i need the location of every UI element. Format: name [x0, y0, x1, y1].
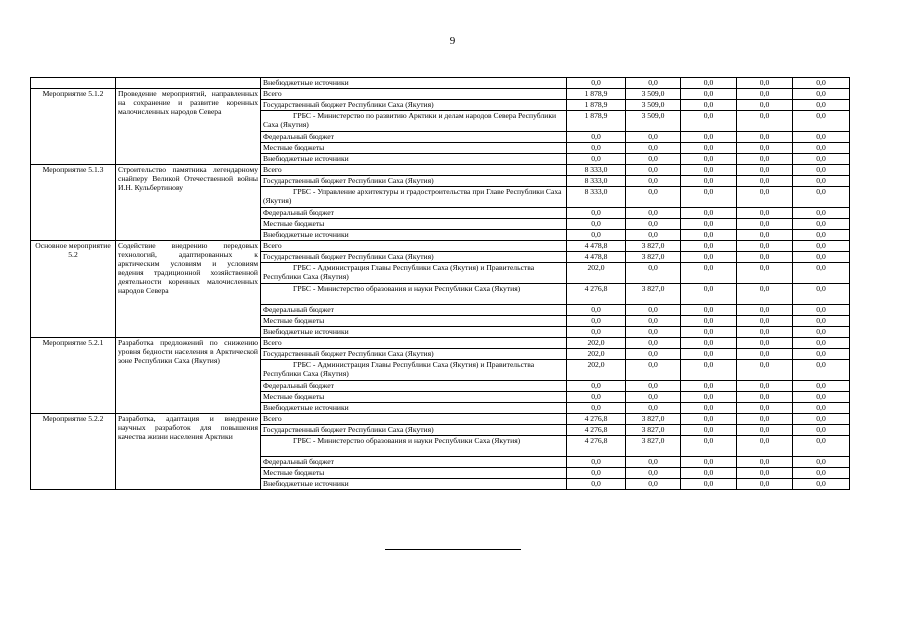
funding-source-cell: Государственный бюджет Республики Саха (Якутия) — [261, 100, 567, 111]
amount-cell: 0,0 — [793, 425, 850, 436]
page-number: 9 — [449, 35, 456, 47]
amount-cell: 0,0 — [737, 414, 793, 425]
amount-cell: 0,0 — [737, 219, 793, 230]
funding-table — [30, 77, 850, 490]
closing-rule — [385, 549, 521, 550]
amount-cell: 0,0 — [626, 230, 681, 241]
amount-cell: 202,0 — [567, 263, 626, 284]
amount-cell: 0,0 — [737, 187, 793, 208]
measure-description-cell: Строительство памятника легендарному снайперу Великой Отечественной войны И.Н. Кульбертинову — [116, 165, 261, 241]
funding-source-cell: ГРБС - Министерство образования и науки Республики Саха (Якутия) — [261, 436, 567, 457]
amount-cell: 0,0 — [681, 327, 737, 338]
measure-description-cell: Проведение мероприятий, направленных на сохранение и развитие коренных малочисленных народов Севера — [116, 89, 261, 165]
amount-cell: 0,0 — [681, 349, 737, 360]
measure-name-cell: Мероприятие 5.2.1 — [31, 338, 116, 414]
amount-cell: 0,0 — [737, 457, 793, 468]
amount-cell: 0,0 — [681, 78, 737, 89]
amount-cell: 0,0 — [681, 187, 737, 208]
amount-cell: 4 276,8 — [567, 284, 626, 305]
measure-name-cell: Основное мероприятие 5.2 — [31, 241, 116, 338]
amount-cell: 0,0 — [793, 154, 850, 165]
amount-cell: 0,0 — [793, 230, 850, 241]
funding-source-cell: Всего — [261, 414, 567, 425]
table-row — [31, 165, 850, 176]
amount-cell: 0,0 — [737, 230, 793, 241]
amount-cell: 0,0 — [626, 479, 681, 490]
amount-cell: 0,0 — [737, 403, 793, 414]
amount-cell: 0,0 — [567, 305, 626, 316]
amount-cell: 0,0 — [681, 468, 737, 479]
amount-cell: 0,0 — [681, 132, 737, 143]
measure-description-cell: Разработка предложений по снижению уровня бедности населения в Арктической зоне Республики Саха (Якутия) — [116, 338, 261, 414]
amount-cell: 0,0 — [737, 89, 793, 100]
amount-cell: 0,0 — [793, 187, 850, 208]
amount-cell: 0,0 — [681, 154, 737, 165]
amount-cell: 0,0 — [567, 219, 626, 230]
amount-cell: 0,0 — [626, 143, 681, 154]
amount-cell: 0,0 — [793, 381, 850, 392]
amount-cell: 0,0 — [793, 403, 850, 414]
amount-cell: 0,0 — [626, 187, 681, 208]
amount-cell: 0,0 — [793, 78, 850, 89]
amount-cell: 0,0 — [567, 403, 626, 414]
amount-cell: 0,0 — [793, 479, 850, 490]
amount-cell: 0,0 — [681, 89, 737, 100]
amount-cell: 0,0 — [793, 338, 850, 349]
amount-cell: 0,0 — [681, 436, 737, 457]
amount-cell: 0,0 — [626, 219, 681, 230]
amount-cell: 0,0 — [626, 403, 681, 414]
amount-cell: 0,0 — [626, 176, 681, 187]
amount-cell: 0,0 — [626, 327, 681, 338]
amount-cell: 0,0 — [793, 100, 850, 111]
amount-cell: 0,0 — [793, 316, 850, 327]
amount-cell: 202,0 — [567, 338, 626, 349]
funding-source-cell: Государственный бюджет Республики Саха (Якутия) — [261, 349, 567, 360]
amount-cell: 0,0 — [737, 100, 793, 111]
amount-cell: 0,0 — [567, 392, 626, 403]
amount-cell: 0,0 — [737, 305, 793, 316]
funding-source-cell: Внебюджетные источники — [261, 403, 567, 414]
amount-cell: 0,0 — [737, 241, 793, 252]
amount-cell: 0,0 — [626, 263, 681, 284]
measure-description-cell: Содействие внедрению передовых технологий, адаптированных к арктическим условиям и условиям ведения традиционной хозяйственной деятельности коренных малочисленных народов Севера — [116, 241, 261, 338]
table-row — [31, 89, 850, 100]
funding-source-cell: ГРБС - Министерство по развитию Арктики и делам народов Севера Республики Саха (Якутия) — [261, 111, 567, 132]
amount-cell: 0,0 — [626, 360, 681, 381]
funding-table-body — [31, 78, 850, 490]
amount-cell: 0,0 — [567, 468, 626, 479]
amount-cell: 0,0 — [681, 338, 737, 349]
amount-cell: 3 827,0 — [626, 252, 681, 263]
amount-cell: 0,0 — [737, 338, 793, 349]
amount-cell: 0,0 — [681, 252, 737, 263]
amount-cell: 0,0 — [626, 381, 681, 392]
funding-source-cell: Внебюджетные источники — [261, 327, 567, 338]
amount-cell: 0,0 — [793, 208, 850, 219]
amount-cell: 0,0 — [681, 241, 737, 252]
amount-cell: 0,0 — [737, 208, 793, 219]
amount-cell: 0,0 — [681, 100, 737, 111]
amount-cell: 4 478,8 — [567, 241, 626, 252]
amount-cell: 8 333,0 — [567, 187, 626, 208]
amount-cell: 0,0 — [793, 241, 850, 252]
amount-cell: 0,0 — [793, 468, 850, 479]
amount-cell: 0,0 — [737, 316, 793, 327]
amount-cell: 0,0 — [681, 143, 737, 154]
amount-cell: 1 878,9 — [567, 89, 626, 100]
funding-source-cell: Федеральный бюджет — [261, 208, 567, 219]
amount-cell: 0,0 — [681, 284, 737, 305]
amount-cell: 0,0 — [793, 143, 850, 154]
funding-source-cell: Федеральный бюджет — [261, 132, 567, 143]
amount-cell: 0,0 — [793, 219, 850, 230]
amount-cell: 4 276,8 — [567, 436, 626, 457]
amount-cell: 0,0 — [626, 457, 681, 468]
amount-cell: 0,0 — [567, 132, 626, 143]
amount-cell: 0,0 — [737, 252, 793, 263]
amount-cell: 0,0 — [681, 111, 737, 132]
funding-source-cell: Всего — [261, 165, 567, 176]
amount-cell: 0,0 — [793, 89, 850, 100]
amount-cell: 0,0 — [567, 327, 626, 338]
amount-cell: 202,0 — [567, 360, 626, 381]
amount-cell: 0,0 — [793, 176, 850, 187]
amount-cell: 0,0 — [681, 457, 737, 468]
amount-cell: 0,0 — [793, 252, 850, 263]
amount-cell: 3 827,0 — [626, 414, 681, 425]
amount-cell: 3 509,0 — [626, 100, 681, 111]
measure-description-cell: Разработка, адаптация и внедрение научных разработок для повышения качества жизни населения Арктики — [116, 414, 261, 490]
funding-source-cell: ГРБС - Администрация Главы Республики Саха (Якутия) и Правительства Республики Саха (Якутия) — [261, 360, 567, 381]
amount-cell: 0,0 — [567, 230, 626, 241]
amount-cell: 0,0 — [626, 392, 681, 403]
amount-cell: 1 878,9 — [567, 111, 626, 132]
amount-cell: 0,0 — [681, 360, 737, 381]
amount-cell: 0,0 — [567, 143, 626, 154]
amount-cell: 0,0 — [737, 349, 793, 360]
amount-cell: 0,0 — [737, 132, 793, 143]
funding-source-cell: Местные бюджеты — [261, 316, 567, 327]
amount-cell: 0,0 — [793, 349, 850, 360]
funding-source-cell: Внебюджетные источники — [261, 230, 567, 241]
amount-cell: 3 509,0 — [626, 89, 681, 100]
amount-cell: 8 333,0 — [567, 176, 626, 187]
amount-cell: 0,0 — [681, 414, 737, 425]
amount-cell: 0,0 — [626, 316, 681, 327]
funding-source-cell: Всего — [261, 338, 567, 349]
measure-name-cell: Мероприятие 5.2.2 — [31, 414, 116, 490]
amount-cell: 0,0 — [793, 360, 850, 381]
amount-cell: 0,0 — [737, 154, 793, 165]
amount-cell: 0,0 — [681, 208, 737, 219]
amount-cell: 0,0 — [681, 381, 737, 392]
funding-source-cell: ГРБС - Администрация Главы Республики Саха (Якутия) и Правительства Республики Саха (Якутия) — [261, 263, 567, 284]
amount-cell: 0,0 — [567, 457, 626, 468]
funding-source-cell: ГРБС - Министерство образования и науки Республики Саха (Якутия) — [261, 284, 567, 305]
amount-cell: 8 333,0 — [567, 165, 626, 176]
amount-cell: 0,0 — [737, 263, 793, 284]
funding-source-cell: Федеральный бюджет — [261, 381, 567, 392]
amount-cell: 0,0 — [681, 230, 737, 241]
amount-cell: 0,0 — [793, 392, 850, 403]
amount-cell: 0,0 — [737, 327, 793, 338]
amount-cell: 0,0 — [626, 208, 681, 219]
amount-cell: 0,0 — [626, 78, 681, 89]
funding-source-cell: Федеральный бюджет — [261, 305, 567, 316]
measure-name-cell: Мероприятие 5.1.3 — [31, 165, 116, 241]
funding-source-cell: ГРБС - Управление архитектуры и градостроительства при Главе Республики Саха (Якутия) — [261, 187, 567, 208]
measure-description-cell — [116, 78, 261, 89]
amount-cell: 0,0 — [793, 436, 850, 457]
funding-source-cell: Местные бюджеты — [261, 468, 567, 479]
amount-cell: 3 827,0 — [626, 284, 681, 305]
amount-cell: 0,0 — [626, 338, 681, 349]
amount-cell: 0,0 — [681, 219, 737, 230]
amount-cell: 0,0 — [793, 457, 850, 468]
amount-cell: 0,0 — [681, 425, 737, 436]
funding-source-cell: Внебюджетные источники — [261, 154, 567, 165]
amount-cell: 0,0 — [626, 165, 681, 176]
amount-cell: 0,0 — [793, 111, 850, 132]
amount-cell: 0,0 — [793, 263, 850, 284]
amount-cell: 0,0 — [737, 176, 793, 187]
funding-source-cell: Государственный бюджет Республики Саха (Якутия) — [261, 425, 567, 436]
funding-source-cell: Всего — [261, 241, 567, 252]
amount-cell: 0,0 — [681, 479, 737, 490]
amount-cell: 0,0 — [681, 392, 737, 403]
funding-source-cell: Местные бюджеты — [261, 392, 567, 403]
amount-cell: 0,0 — [737, 284, 793, 305]
amount-cell: 3 827,0 — [626, 436, 681, 457]
funding-source-cell: Местные бюджеты — [261, 219, 567, 230]
amount-cell: 0,0 — [793, 132, 850, 143]
funding-source-cell: Государственный бюджет Республики Саха (Якутия) — [261, 176, 567, 187]
amount-cell: 0,0 — [567, 154, 626, 165]
amount-cell: 202,0 — [567, 349, 626, 360]
amount-cell: 0,0 — [737, 381, 793, 392]
amount-cell: 0,0 — [793, 327, 850, 338]
amount-cell: 0,0 — [626, 349, 681, 360]
amount-cell: 0,0 — [681, 176, 737, 187]
amount-cell: 0,0 — [567, 78, 626, 89]
funding-source-cell: Внебюджетные источники — [261, 479, 567, 490]
amount-cell: 0,0 — [567, 316, 626, 327]
amount-cell: 0,0 — [737, 111, 793, 132]
amount-cell: 0,0 — [737, 165, 793, 176]
amount-cell: 0,0 — [737, 425, 793, 436]
funding-source-cell: Местные бюджеты — [261, 143, 567, 154]
amount-cell: 0,0 — [737, 392, 793, 403]
amount-cell: 1 878,9 — [567, 100, 626, 111]
amount-cell: 4 478,8 — [567, 252, 626, 263]
amount-cell: 0,0 — [681, 403, 737, 414]
amount-cell: 0,0 — [681, 263, 737, 284]
amount-cell: 4 276,8 — [567, 414, 626, 425]
table-row — [31, 241, 850, 252]
amount-cell: 0,0 — [626, 305, 681, 316]
amount-cell: 0,0 — [681, 165, 737, 176]
amount-cell: 0,0 — [567, 381, 626, 392]
amount-cell: 0,0 — [626, 468, 681, 479]
amount-cell: 0,0 — [793, 284, 850, 305]
amount-cell: 0,0 — [681, 305, 737, 316]
amount-cell: 0,0 — [567, 208, 626, 219]
amount-cell: 0,0 — [681, 316, 737, 327]
amount-cell: 0,0 — [567, 479, 626, 490]
measure-name-cell — [31, 78, 116, 89]
amount-cell: 0,0 — [737, 143, 793, 154]
amount-cell: 3 827,0 — [626, 241, 681, 252]
amount-cell: 4 276,8 — [567, 425, 626, 436]
amount-cell: 3 827,0 — [626, 425, 681, 436]
funding-source-cell: Всего — [261, 89, 567, 100]
table-row — [31, 78, 850, 89]
amount-cell: 0,0 — [737, 78, 793, 89]
amount-cell: 0,0 — [737, 468, 793, 479]
amount-cell: 0,0 — [793, 414, 850, 425]
amount-cell: 0,0 — [626, 154, 681, 165]
funding-source-cell: Государственный бюджет Республики Саха (Якутия) — [261, 252, 567, 263]
table-row — [31, 338, 850, 349]
funding-source-cell: Федеральный бюджет — [261, 457, 567, 468]
measure-name-cell: Мероприятие 5.1.2 — [31, 89, 116, 165]
amount-cell: 0,0 — [626, 132, 681, 143]
funding-source-cell: Внебюджетные источники — [261, 78, 567, 89]
table-row — [31, 414, 850, 425]
amount-cell: 0,0 — [793, 165, 850, 176]
amount-cell: 0,0 — [793, 305, 850, 316]
amount-cell: 0,0 — [737, 479, 793, 490]
amount-cell: 0,0 — [737, 436, 793, 457]
amount-cell: 0,0 — [737, 360, 793, 381]
amount-cell: 3 509,0 — [626, 111, 681, 132]
